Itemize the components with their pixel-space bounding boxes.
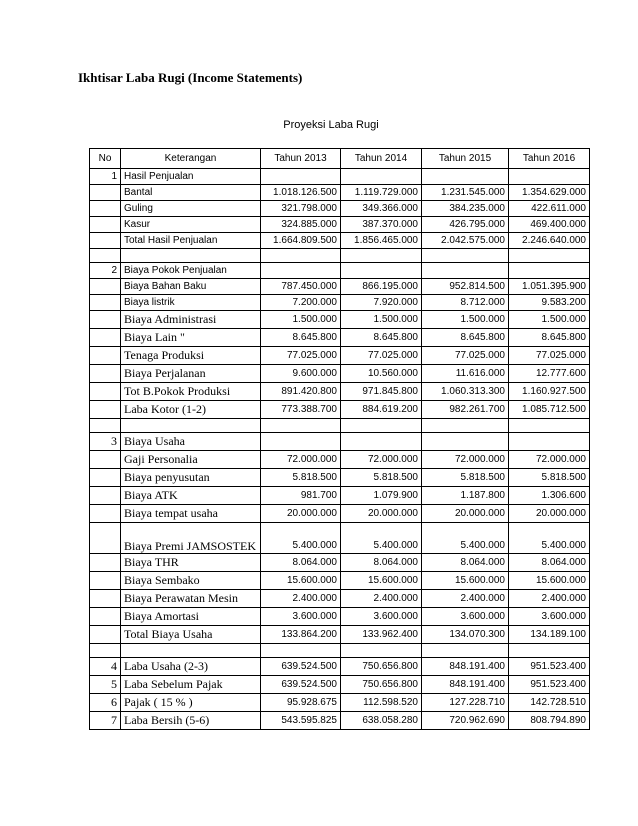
row-label: Hasil Penjualan xyxy=(121,169,261,185)
row-number xyxy=(90,469,121,487)
row-value-2014: 1.856.465.000 xyxy=(341,233,422,249)
row-number xyxy=(90,279,121,295)
row-value-2016: 951.523.400 xyxy=(509,658,590,676)
table-row xyxy=(90,487,590,505)
row-value-2014 xyxy=(341,433,422,451)
row-value-2013 xyxy=(261,263,341,279)
row-value-2016 xyxy=(509,263,590,279)
spacer-cell xyxy=(121,419,261,433)
spacer-cell xyxy=(90,249,121,263)
row-label: Biaya penyusutan xyxy=(121,469,261,487)
spacer-cell xyxy=(509,249,590,263)
row-number: 2 xyxy=(90,263,121,279)
row-number xyxy=(90,487,121,505)
row-label: Biaya Pokok Penjualan xyxy=(121,263,261,279)
table-row xyxy=(90,433,590,451)
row-value-2014: 8.064.000 xyxy=(341,554,422,572)
row-value-2014: 387.370.000 xyxy=(341,217,422,233)
table-row xyxy=(90,626,590,644)
row-value-2016: 1.085.712.500 xyxy=(509,401,590,419)
row-label: Pajak ( 15 % ) xyxy=(121,694,261,712)
row-label: Biaya Lain " xyxy=(121,329,261,347)
row-value-2013: 133.864.200 xyxy=(261,626,341,644)
row-value-2014: 3.600.000 xyxy=(341,608,422,626)
table-row xyxy=(90,658,590,676)
row-label: Biaya THR xyxy=(121,554,261,572)
row-value-2013: 1.664.809.500 xyxy=(261,233,341,249)
row-number: 1 xyxy=(90,169,121,185)
table-row xyxy=(90,169,590,185)
table-row xyxy=(90,401,590,419)
row-value-2015: 848.191.400 xyxy=(422,676,509,694)
spacer-cell xyxy=(422,419,509,433)
table-row xyxy=(90,295,590,311)
row-value-2016: 1.500.000 xyxy=(509,311,590,329)
header-no: No xyxy=(90,149,121,169)
row-label: Biaya Perjalanan xyxy=(121,365,261,383)
row-number xyxy=(90,505,121,523)
row-value-2014: 8.645.800 xyxy=(341,329,422,347)
row-value-2015: 720.962.690 xyxy=(422,712,509,730)
row-value-2014: 638.058.280 xyxy=(341,712,422,730)
row-value-2016: 20.000.000 xyxy=(509,505,590,523)
row-number: 7 xyxy=(90,712,121,730)
row-value-2014: 2.400.000 xyxy=(341,590,422,608)
table-row xyxy=(90,712,590,730)
row-value-2014: 77.025.000 xyxy=(341,347,422,365)
row-value-2016: 2.400.000 xyxy=(509,590,590,608)
row-value-2016: 77.025.000 xyxy=(509,347,590,365)
row-value-2015: 11.616.000 xyxy=(422,365,509,383)
row-value-2016: 15.600.000 xyxy=(509,572,590,590)
row-value-2016: 5.400.000 xyxy=(509,523,590,554)
table-row xyxy=(90,676,590,694)
table-row xyxy=(90,329,590,347)
header-tahun-2013: Tahun 2013 xyxy=(261,149,341,169)
row-value-2016: 9.583.200 xyxy=(509,295,590,311)
row-number xyxy=(90,626,121,644)
table-row xyxy=(90,365,590,383)
header-tahun-2014: Tahun 2014 xyxy=(341,149,422,169)
spacer-row xyxy=(90,249,590,263)
table-row xyxy=(90,201,590,217)
table-row xyxy=(90,554,590,572)
row-value-2015 xyxy=(422,169,509,185)
row-value-2015: 426.795.000 xyxy=(422,217,509,233)
row-value-2013: 95.928.675 xyxy=(261,694,341,712)
table-row xyxy=(90,383,590,401)
row-value-2015: 1.060.313.300 xyxy=(422,383,509,401)
row-value-2016: 8.064.000 xyxy=(509,554,590,572)
row-value-2016: 8.645.800 xyxy=(509,329,590,347)
row-value-2013: 787.450.000 xyxy=(261,279,341,295)
row-number xyxy=(90,365,121,383)
row-value-2014: 7.920.000 xyxy=(341,295,422,311)
header-tahun-2015: Tahun 2015 xyxy=(422,149,509,169)
table-row xyxy=(90,185,590,201)
row-value-2014: 750.656.800 xyxy=(341,676,422,694)
row-value-2014 xyxy=(341,169,422,185)
row-value-2014: 10.560.000 xyxy=(341,365,422,383)
row-value-2013: 72.000.000 xyxy=(261,451,341,469)
row-value-2015: 8.712.000 xyxy=(422,295,509,311)
row-number: 5 xyxy=(90,676,121,694)
header-keterangan: Keterangan xyxy=(121,149,261,169)
row-number xyxy=(90,217,121,233)
row-value-2014: 971.845.800 xyxy=(341,383,422,401)
spacer-cell xyxy=(509,419,590,433)
row-value-2015: 848.191.400 xyxy=(422,658,509,676)
row-number: 4 xyxy=(90,658,121,676)
row-value-2013: 891.420.800 xyxy=(261,383,341,401)
row-value-2015: 77.025.000 xyxy=(422,347,509,365)
row-value-2013: 639.524.500 xyxy=(261,676,341,694)
row-value-2016: 2.246.640.000 xyxy=(509,233,590,249)
row-label: Biaya ATK xyxy=(121,487,261,505)
row-number xyxy=(90,329,121,347)
row-label: Biaya Administrasi xyxy=(121,311,261,329)
table-row xyxy=(90,311,590,329)
row-label: Biaya Amortasi xyxy=(121,608,261,626)
row-value-2013: 77.025.000 xyxy=(261,347,341,365)
row-value-2015: 8.064.000 xyxy=(422,554,509,572)
row-value-2015 xyxy=(422,263,509,279)
row-value-2014: 5.818.500 xyxy=(341,469,422,487)
row-value-2016: 1.354.629.000 xyxy=(509,185,590,201)
spacer-cell xyxy=(341,249,422,263)
row-label: Laba Kotor (1-2) xyxy=(121,401,261,419)
header-row xyxy=(90,149,590,169)
row-number xyxy=(90,383,121,401)
row-number xyxy=(90,311,121,329)
row-value-2015: 1.187.800 xyxy=(422,487,509,505)
spacer-cell xyxy=(90,419,121,433)
row-value-2014 xyxy=(341,263,422,279)
row-number xyxy=(90,572,121,590)
income-statement-table xyxy=(89,148,590,730)
row-label: Biaya tempat usaha xyxy=(121,505,261,523)
row-number xyxy=(90,295,121,311)
row-label: Biaya listrik xyxy=(121,295,261,311)
table-row xyxy=(90,523,590,554)
row-label: Kasur xyxy=(121,217,261,233)
table-row xyxy=(90,505,590,523)
row-value-2016: 422.611.000 xyxy=(509,201,590,217)
table-row xyxy=(90,572,590,590)
row-label: Tot B.Pokok Produksi xyxy=(121,383,261,401)
row-value-2015: 8.645.800 xyxy=(422,329,509,347)
row-value-2014: 866.195.000 xyxy=(341,279,422,295)
row-label: Biaya Bahan Baku xyxy=(121,279,261,295)
spacer-cell xyxy=(90,644,121,658)
row-value-2016: 12.777.600 xyxy=(509,365,590,383)
row-label: Biaya Sembako xyxy=(121,572,261,590)
row-value-2014: 1.079.900 xyxy=(341,487,422,505)
row-number xyxy=(90,401,121,419)
row-label: Guling xyxy=(121,201,261,217)
row-number xyxy=(90,201,121,217)
row-value-2014: 750.656.800 xyxy=(341,658,422,676)
row-value-2013: 1.018.126.500 xyxy=(261,185,341,201)
row-value-2014: 349.366.000 xyxy=(341,201,422,217)
row-value-2013: 543.595.825 xyxy=(261,712,341,730)
spacer-cell xyxy=(261,644,341,658)
table-row xyxy=(90,263,590,279)
row-value-2015: 5.818.500 xyxy=(422,469,509,487)
row-number xyxy=(90,608,121,626)
row-value-2013: 3.600.000 xyxy=(261,608,341,626)
table-subtitle: Proyeksi Laba Rugi xyxy=(283,119,379,131)
row-value-2014: 112.598.520 xyxy=(341,694,422,712)
row-value-2016: 1.306.600 xyxy=(509,487,590,505)
table-row xyxy=(90,217,590,233)
spacer-cell xyxy=(261,249,341,263)
row-value-2016: 1.160.927.500 xyxy=(509,383,590,401)
row-number xyxy=(90,347,121,365)
table-row xyxy=(90,233,590,249)
row-label: Tenaga Produksi xyxy=(121,347,261,365)
table-row xyxy=(90,347,590,365)
row-value-2014: 1.500.000 xyxy=(341,311,422,329)
row-value-2013: 20.000.000 xyxy=(261,505,341,523)
row-value-2013: 1.500.000 xyxy=(261,311,341,329)
row-value-2016: 72.000.000 xyxy=(509,451,590,469)
row-label: Bantal xyxy=(121,185,261,201)
row-value-2013: 9.600.000 xyxy=(261,365,341,383)
table-row xyxy=(90,469,590,487)
row-label: Biaya Premi JAMSOSTEK xyxy=(121,523,261,554)
row-value-2015: 5.400.000 xyxy=(422,523,509,554)
spacer-cell xyxy=(422,644,509,658)
row-value-2013: 8.064.000 xyxy=(261,554,341,572)
row-number: 6 xyxy=(90,694,121,712)
row-value-2016: 951.523.400 xyxy=(509,676,590,694)
table-row xyxy=(90,608,590,626)
table-row xyxy=(90,590,590,608)
row-value-2015: 3.600.000 xyxy=(422,608,509,626)
row-value-2016 xyxy=(509,169,590,185)
row-value-2016: 5.818.500 xyxy=(509,469,590,487)
row-label: Total Hasil Penjualan xyxy=(121,233,261,249)
row-value-2013: 8.645.800 xyxy=(261,329,341,347)
row-value-2014: 5.400.000 xyxy=(341,523,422,554)
row-value-2013: 981.700 xyxy=(261,487,341,505)
row-number: 3 xyxy=(90,433,121,451)
row-value-2013 xyxy=(261,433,341,451)
row-number xyxy=(90,554,121,572)
row-value-2013: 7.200.000 xyxy=(261,295,341,311)
spacer-cell xyxy=(509,644,590,658)
spacer-cell xyxy=(422,249,509,263)
spacer-row xyxy=(90,419,590,433)
row-value-2014: 884.619.200 xyxy=(341,401,422,419)
row-number xyxy=(90,590,121,608)
table-row xyxy=(90,694,590,712)
row-value-2016: 142.728.510 xyxy=(509,694,590,712)
row-value-2015: 2.042.575.000 xyxy=(422,233,509,249)
row-number xyxy=(90,523,121,554)
row-label: Laba Bersih (5-6) xyxy=(121,712,261,730)
document-title: Ikhtisar Laba Rugi (Income Statements) xyxy=(78,70,303,85)
row-value-2016: 808.794.890 xyxy=(509,712,590,730)
table-row xyxy=(90,279,590,295)
row-number xyxy=(90,185,121,201)
row-value-2016 xyxy=(509,433,590,451)
row-value-2015: 952.814.500 xyxy=(422,279,509,295)
row-value-2015 xyxy=(422,433,509,451)
row-value-2013: 15.600.000 xyxy=(261,572,341,590)
row-label: Total Biaya Usaha xyxy=(121,626,261,644)
row-value-2013: 321.798.000 xyxy=(261,201,341,217)
spacer-row xyxy=(90,644,590,658)
table-row xyxy=(90,451,590,469)
spacer-cell xyxy=(341,644,422,658)
row-label: Laba Sebelum Pajak xyxy=(121,676,261,694)
row-value-2013: 5.818.500 xyxy=(261,469,341,487)
row-label: Gaji Personalia xyxy=(121,451,261,469)
row-value-2015: 1.500.000 xyxy=(422,311,509,329)
spacer-cell xyxy=(121,644,261,658)
row-value-2016: 134.189.100 xyxy=(509,626,590,644)
row-value-2015: 20.000.000 xyxy=(422,505,509,523)
header-tahun-2016: Tahun 2016 xyxy=(509,149,590,169)
row-value-2014: 72.000.000 xyxy=(341,451,422,469)
row-value-2015: 127.228.710 xyxy=(422,694,509,712)
row-label: Biaya Usaha xyxy=(121,433,261,451)
row-number xyxy=(90,233,121,249)
row-value-2014: 15.600.000 xyxy=(341,572,422,590)
row-value-2015: 1.231.545.000 xyxy=(422,185,509,201)
row-value-2015: 134.070.300 xyxy=(422,626,509,644)
row-label: Laba Usaha (2-3) xyxy=(121,658,261,676)
row-value-2013: 2.400.000 xyxy=(261,590,341,608)
spacer-cell xyxy=(261,419,341,433)
row-value-2013: 773.388.700 xyxy=(261,401,341,419)
spacer-cell xyxy=(121,249,261,263)
row-value-2013 xyxy=(261,169,341,185)
row-value-2013: 324.885.000 xyxy=(261,217,341,233)
spacer-cell xyxy=(341,419,422,433)
row-value-2016: 3.600.000 xyxy=(509,608,590,626)
row-value-2016: 469.400.000 xyxy=(509,217,590,233)
row-value-2015: 15.600.000 xyxy=(422,572,509,590)
row-value-2015: 982.261.700 xyxy=(422,401,509,419)
row-value-2014: 133.962.400 xyxy=(341,626,422,644)
row-value-2013: 5.400.000 xyxy=(261,523,341,554)
row-label: Biaya Perawatan Mesin xyxy=(121,590,261,608)
row-value-2016: 1.051.395.900 xyxy=(509,279,590,295)
row-value-2015: 2.400.000 xyxy=(422,590,509,608)
row-value-2014: 1.119.729.000 xyxy=(341,185,422,201)
row-value-2013: 639.524.500 xyxy=(261,658,341,676)
row-value-2015: 72.000.000 xyxy=(422,451,509,469)
row-value-2015: 384.235.000 xyxy=(422,201,509,217)
row-value-2014: 20.000.000 xyxy=(341,505,422,523)
row-number xyxy=(90,451,121,469)
table-body xyxy=(90,149,590,730)
